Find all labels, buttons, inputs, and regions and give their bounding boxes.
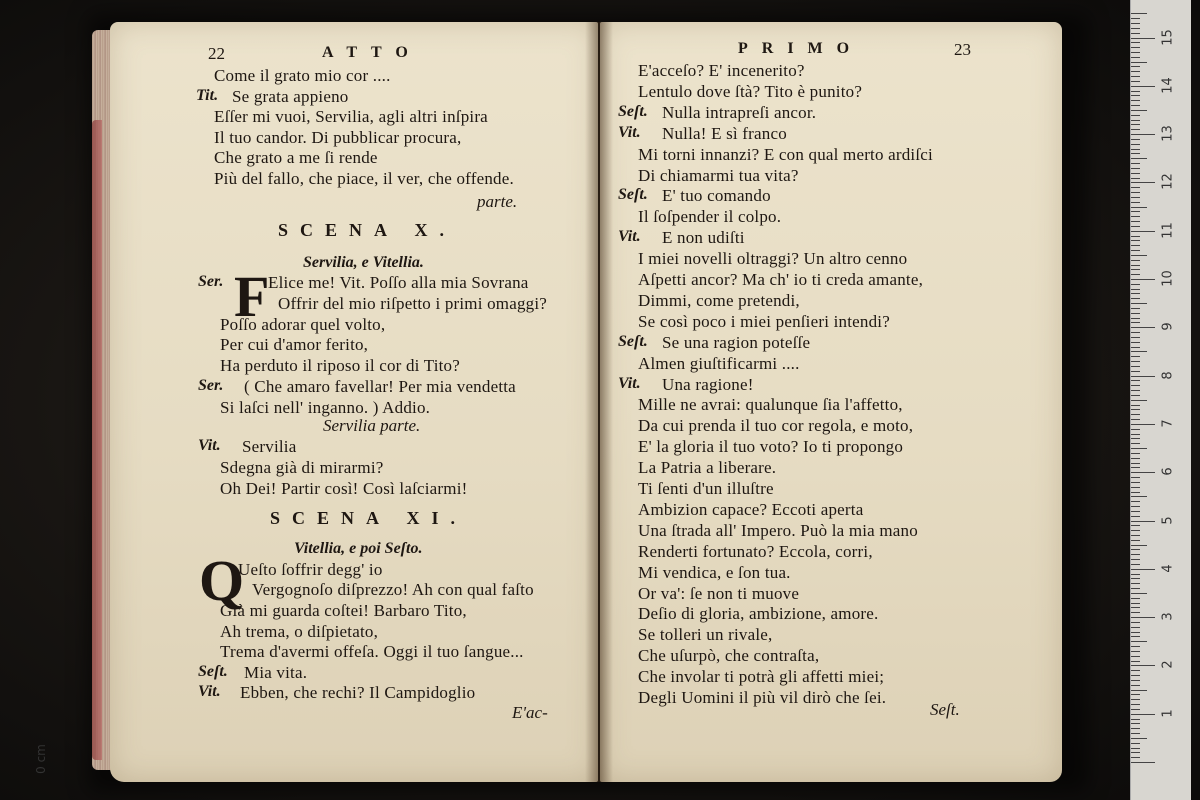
ruler-tick <box>1131 646 1140 647</box>
verse-line: Ueſto ſoffrir degg' io <box>238 560 383 579</box>
verse-line: Poſſo adorar quel volto, <box>220 315 386 334</box>
ruler-tick <box>1131 42 1140 43</box>
ruler-tick <box>1131 738 1147 739</box>
ruler-tick <box>1131 23 1140 24</box>
verse-line: ( Che amaro favellar! Per mia vendetta <box>244 377 516 396</box>
speaker-label: Seſt. <box>618 186 648 203</box>
verse-line: Lentulo dove ſtà? Tito è punito? <box>638 82 863 101</box>
ruler-tick <box>1131 76 1140 77</box>
ruler-tick <box>1131 207 1147 208</box>
ruler-tick <box>1131 197 1140 198</box>
ruler-tick <box>1131 545 1147 546</box>
speaker-label: Vit. <box>618 228 641 245</box>
verse-line: Sdegna già di mirarmi? <box>220 458 384 477</box>
ruler-tick <box>1131 202 1140 203</box>
ruler-tick <box>1131 458 1140 459</box>
ruler-number: 12 <box>1160 173 1176 191</box>
ruler-tick <box>1131 124 1140 125</box>
ruler-tick <box>1131 105 1140 106</box>
ruler-tick <box>1131 158 1147 159</box>
ruler-tick <box>1131 709 1140 710</box>
ruler-tick <box>1131 163 1140 164</box>
ruler-tick <box>1131 100 1140 101</box>
verse-line: Oh Dei! Partir così! Così laſciarmi! <box>220 479 468 498</box>
verse-line: Renderti fortunato? Eccola, corri, <box>638 542 873 561</box>
ruler-tick <box>1131 656 1140 657</box>
ruler-tick <box>1131 245 1140 246</box>
ruler-tick <box>1131 714 1155 715</box>
ruler-tick <box>1131 318 1140 319</box>
ruler-tick <box>1131 521 1155 522</box>
ruler-tick <box>1131 308 1140 309</box>
verse-line: I miei novelli oltraggi? Un altro cenno <box>638 249 908 268</box>
verse-line: E' tuo comando <box>662 186 771 205</box>
ruler-tick <box>1131 651 1140 652</box>
ruler-number: 14 <box>1160 77 1176 94</box>
ruler-tick <box>1131 636 1140 637</box>
ruler-tick <box>1131 269 1140 270</box>
right-page-number: 23 <box>954 40 971 59</box>
verse-line: Se una ragion poteſſe <box>662 333 811 352</box>
ruler-tick <box>1131 690 1147 691</box>
ruler-tick <box>1131 47 1140 48</box>
ruler-tick <box>1131 178 1140 179</box>
ruler-tick <box>1131 284 1140 285</box>
ruler-tick <box>1131 187 1140 188</box>
ruler-tick <box>1131 298 1140 299</box>
ruler-tick <box>1131 120 1140 121</box>
ruler-number: 8 <box>1160 370 1176 380</box>
left-page-number: 22 <box>208 44 225 63</box>
ruler-tick <box>1131 569 1155 570</box>
verse-line: Come il grato mio cor .... <box>214 66 391 85</box>
ruler-tick <box>1131 583 1140 584</box>
ruler-tick <box>1131 424 1155 425</box>
verse-line: Che involar ti potrà gli affetti miei; <box>638 667 885 686</box>
ruler-tick <box>1131 685 1140 686</box>
verse-line: Nulla! E sì franco <box>662 124 787 143</box>
ruler-unit-label: 0 cm <box>33 744 48 774</box>
ruler-number: 3 <box>1160 612 1176 621</box>
ruler-tick <box>1131 438 1140 439</box>
left-exit-servilia: Servilia parte. <box>323 416 421 435</box>
ruler-tick <box>1131 506 1140 507</box>
ruler-tick <box>1131 632 1140 633</box>
ruler-tick <box>1131 81 1140 82</box>
verse-line: Degli Uomini il più vil dirò che ſei. <box>638 688 887 707</box>
ruler-tick <box>1131 153 1140 154</box>
verse-line: Mia vita. <box>244 663 308 682</box>
ruler-number: 13 <box>1160 125 1176 142</box>
ruler-tick <box>1131 496 1147 497</box>
ruler-tick <box>1131 274 1140 275</box>
verse-line: Che uſurpò, che contraſta, <box>638 646 820 665</box>
ruler-tick <box>1131 549 1140 550</box>
ruler-number: 9 <box>1160 322 1176 331</box>
scene-10-characters: Servilia, e Vitellia. <box>303 254 424 271</box>
ruler-tick <box>1131 675 1140 676</box>
ruler-tick <box>1131 661 1140 662</box>
ruler-tick <box>1131 559 1140 560</box>
ruler-tick <box>1131 231 1155 232</box>
verse-line: Servilia <box>242 437 297 456</box>
speaker-label: Tit. <box>196 86 219 104</box>
ruler-tick <box>1131 477 1140 478</box>
ruler-tick <box>1131 380 1140 381</box>
ruler-tick <box>1131 419 1140 420</box>
verse-line: Di chiamarmi tua vita? <box>638 166 799 185</box>
verse-line: Vergognoſo diſprezzo! Ah con qual faſto <box>252 580 534 599</box>
ruler-tick <box>1131 448 1147 449</box>
ruler-tick <box>1131 525 1140 526</box>
verse-line: E' la gloria il tuo voto? Io ti propongo <box>638 437 904 456</box>
ruler-tick <box>1131 18 1140 19</box>
ruler-tick <box>1131 395 1140 396</box>
verse-line: Dimmi, come pretendi, <box>638 291 800 310</box>
verse-line: Se grata appieno <box>232 86 349 106</box>
ruler-tick <box>1131 405 1140 406</box>
ruler-tick <box>1131 607 1140 608</box>
ruler-tick <box>1131 492 1140 493</box>
scene-10-heading: SCENA X. <box>278 220 457 240</box>
ruler-tick <box>1131 28 1140 29</box>
verse-line: La Patria a liberare. <box>638 458 777 477</box>
ruler-tick <box>1131 665 1155 666</box>
verse-line: Più del fallo, che piace, il ver, che offende. <box>214 169 514 188</box>
ruler-tick <box>1131 482 1140 483</box>
verse-line: Il ſoſpender il colpo. <box>638 207 782 226</box>
scene-11-heading: SCENA XI. <box>270 508 468 528</box>
verse-line: Il tuo candor. Di pubblicar procura, <box>214 127 462 147</box>
verse-line: Da cui prenda il tuo cor regola, e moto, <box>638 416 914 435</box>
ruler-tick <box>1131 670 1140 671</box>
ruler-tick <box>1131 313 1140 314</box>
ruler-tick <box>1131 463 1140 464</box>
ruler-tick <box>1131 748 1140 749</box>
ruler-tick <box>1131 255 1147 256</box>
verse-line: Elice me! Vit. Poſſo alla mia Sovrana <box>268 273 529 292</box>
ruler-tick <box>1131 95 1140 96</box>
ruler-tick <box>1131 71 1140 72</box>
ruler-number: 2 <box>1160 660 1176 670</box>
ruler-tick <box>1131 173 1140 174</box>
verse-line: Ah trema, o diſpietato, <box>220 622 379 641</box>
ruler-number: 6 <box>1160 467 1176 476</box>
verse-line: Deſio di gloria, ambizione, amore. <box>638 604 879 623</box>
ruler-tick <box>1131 303 1147 304</box>
ruler-tick <box>1131 429 1140 430</box>
speaker-label: Ser. <box>198 273 224 290</box>
ruler-tick <box>1131 467 1140 468</box>
verse-line: Mille ne avrai: qualunque ſia l'affetto, <box>638 395 903 414</box>
ruler-tick <box>1131 443 1140 444</box>
measuring-ruler <box>1130 0 1191 800</box>
ruler-tick <box>1131 279 1155 280</box>
verse-line: Una ſtrada all' Impero. Può la mia mano <box>638 521 918 540</box>
verse-line: Una ragione! <box>662 375 754 394</box>
ruler-tick <box>1131 641 1147 642</box>
ruler-tick <box>1131 327 1155 328</box>
ruler-tick <box>1131 757 1140 758</box>
dropcap-f: F <box>234 264 270 329</box>
ruler-tick <box>1131 376 1155 377</box>
ruler-tick <box>1131 409 1140 410</box>
ruler-tick <box>1131 535 1140 536</box>
ruler-tick <box>1131 221 1140 222</box>
ruler-tick <box>1131 622 1140 623</box>
ruler-tick <box>1131 699 1140 700</box>
ruler-tick <box>1131 332 1140 333</box>
ruler-tick <box>1131 400 1147 401</box>
ruler-number: 4 <box>1160 564 1176 573</box>
ruler-tick <box>1131 588 1140 589</box>
ruler-tick <box>1131 289 1140 290</box>
ruler-tick <box>1131 57 1140 58</box>
ruler-tick <box>1131 578 1140 579</box>
right-running-head: PRIMO <box>738 40 864 57</box>
ruler-tick <box>1131 554 1140 555</box>
ruler-tick <box>1131 192 1140 193</box>
verse-line: Eſſer mi vuoi, Servilia, agli altri inſpira <box>214 107 488 127</box>
ruler-tick <box>1131 385 1140 386</box>
ruler-tick <box>1131 144 1140 145</box>
ruler-tick <box>1131 66 1140 67</box>
ruler-tick <box>1131 216 1140 217</box>
verse-line: Ambizion capace? Eccoti aperta <box>638 500 864 519</box>
ruler-tick <box>1131 487 1140 488</box>
verse-line: Nulla intrapreſi ancor. <box>662 103 817 122</box>
ruler-number: 1 <box>1160 709 1176 718</box>
ruler-tick <box>1131 434 1140 435</box>
ruler-tick <box>1131 211 1140 212</box>
speaker-label: Vit. <box>618 375 641 392</box>
ruler-tick <box>1131 719 1140 720</box>
ruler-tick <box>1131 62 1147 63</box>
verse-line: E'acceſo? E' incenerito? <box>638 61 805 80</box>
ruler-tick <box>1131 149 1140 150</box>
ruler-tick <box>1131 743 1140 744</box>
verse-line: Per cui d'amor ferito, <box>220 335 369 354</box>
ruler-tick <box>1131 366 1140 367</box>
speaker-label: Vit. <box>198 683 221 700</box>
ruler-tick <box>1131 351 1147 352</box>
ruler-tick <box>1131 540 1140 541</box>
ruler-tick <box>1131 530 1140 531</box>
ruler-tick <box>1131 347 1140 348</box>
ruler-tick <box>1131 694 1140 695</box>
ruler-tick <box>1131 168 1140 169</box>
ruler-tick <box>1131 593 1147 594</box>
ruler-tick <box>1131 516 1140 517</box>
ruler-tick <box>1131 33 1140 34</box>
scene-11-characters: Vitellia, e poi Seſto. <box>294 540 423 557</box>
ruler-tick <box>1131 38 1155 39</box>
ruler-tick <box>1131 13 1147 14</box>
ruler-tick <box>1131 226 1140 227</box>
ruler-tick <box>1131 129 1140 130</box>
ruler-tick <box>1131 598 1140 599</box>
verse-line: Mi vendica, e ſon tua. <box>638 563 791 582</box>
verse-line: Ti ſenti d'un illuſtre <box>638 479 774 498</box>
ruler-tick <box>1131 704 1140 705</box>
ruler-tick <box>1131 250 1140 251</box>
left-exit-note: parte. <box>477 192 518 211</box>
ruler-tick <box>1131 617 1155 618</box>
ruler-tick <box>1131 414 1140 415</box>
ruler-tick <box>1131 134 1155 135</box>
ruler-tick <box>1131 240 1140 241</box>
ruler-tick <box>1131 680 1140 681</box>
verse-line: Trema d'avermi offeſa. Oggi il tuo ſangue... <box>220 642 524 661</box>
ruler-tick <box>1131 236 1140 237</box>
verse-line: Almen giuſtificarmi .... <box>638 354 800 373</box>
speaker-label: Vit. <box>618 124 641 141</box>
verse-line: Mi torni innanzi? E con qual merto ardiſci <box>638 145 933 164</box>
ruler-tick <box>1131 501 1140 502</box>
ruler-number: 10 <box>1160 270 1176 287</box>
ruler-tick <box>1131 752 1140 753</box>
ruler-tick <box>1131 91 1140 92</box>
ruler-tick <box>1131 762 1155 763</box>
ruler-tick <box>1131 115 1140 116</box>
ruler-tick <box>1131 472 1155 473</box>
speaker-label: Seſt. <box>618 103 648 120</box>
ruler-tick <box>1131 182 1155 183</box>
verse-line: Or va': ſe non ti muove <box>638 584 800 603</box>
red-edge-stain <box>92 120 102 760</box>
ruler-tick <box>1131 371 1140 372</box>
speaker-label: Vit. <box>198 437 221 454</box>
ruler-tick <box>1131 260 1140 261</box>
ruler-tick <box>1131 52 1140 53</box>
book-gutter <box>585 22 613 782</box>
ruler-tick <box>1131 293 1140 294</box>
ruler-tick <box>1131 612 1140 613</box>
ruler-tick <box>1131 356 1140 357</box>
ruler-tick <box>1131 603 1140 604</box>
ruler-tick <box>1131 265 1140 266</box>
verse-line: Ha perduto il riposo il cor di Tito? <box>220 356 460 375</box>
speaker-label: Seſt. <box>618 333 648 350</box>
verse-line: Che grato a me ſi rende <box>214 148 378 168</box>
verse-line: Aſpetti ancor? Ma ch' io ti creda amante, <box>638 270 924 289</box>
ruler-tick <box>1131 564 1140 565</box>
ruler-number: 15 <box>1160 28 1176 46</box>
ruler-tick <box>1131 728 1140 729</box>
ruler-number: 7 <box>1160 419 1176 428</box>
verse-line: Offrir del mio riſpetto i primi omaggi? <box>278 294 548 313</box>
ruler-tick <box>1131 574 1140 575</box>
left-running-head: ATTO <box>322 44 422 61</box>
verse-line: Se così poco i miei penſieri intendi? <box>638 312 890 331</box>
dropcap-q: Q <box>199 548 245 613</box>
speaker-label: Ser. <box>198 377 224 394</box>
ruler-number: 11 <box>1160 221 1176 239</box>
verse-line: Si laſci nell' inganno. ) Addio. <box>220 398 431 417</box>
ruler-tick <box>1131 511 1140 512</box>
verse-line: Se tolleri un rivale, <box>638 625 773 644</box>
ruler-tick <box>1131 733 1140 734</box>
right-catchword: Seſt. <box>930 700 960 719</box>
ruler-tick <box>1131 390 1140 391</box>
ruler-tick <box>1131 361 1140 362</box>
ruler-tick <box>1131 110 1147 111</box>
ruler-tick <box>1131 627 1140 628</box>
ruler-number: 5 <box>1160 515 1176 525</box>
ruler-tick <box>1131 453 1140 454</box>
left-catchword: E'ac- <box>512 703 548 722</box>
ruler-tick <box>1131 723 1140 724</box>
ruler-tick <box>1131 337 1140 338</box>
speaker-label: Seſt. <box>198 663 228 680</box>
ruler-tick <box>1131 86 1155 87</box>
verse-line: Ebben, che rechi? Il Campidoglio <box>240 683 476 702</box>
verse-line: Già mi guarda coſtei! Barbaro Tito, <box>220 601 467 620</box>
verse-line: E non udiſti <box>662 228 745 247</box>
ruler-tick <box>1131 342 1140 343</box>
ruler-tick <box>1131 139 1140 140</box>
ruler-tick <box>1131 322 1140 323</box>
